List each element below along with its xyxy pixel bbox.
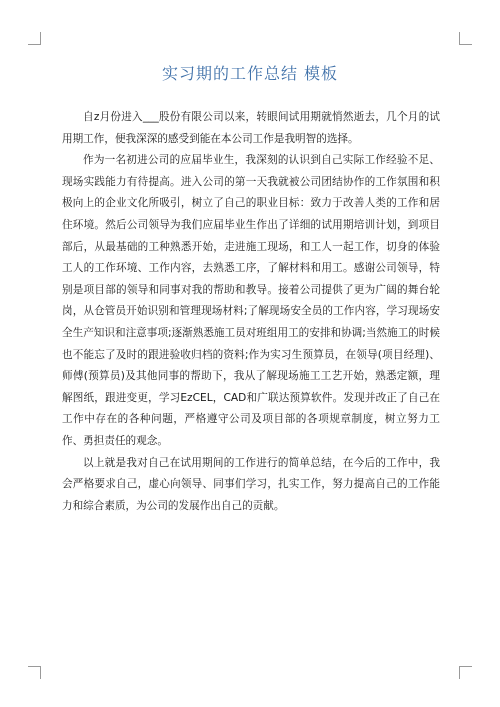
paragraph-conclusion: 以上就是我对自己在试用期间的工作进行的简单总结，在今后的工作中，我会严格要求自己，虚心向领导、同事们学习，扎实工作，努力提高自己的工作能力和综合素质，为公司的发展作出自己的贡献。: [62, 456, 440, 512]
crop-mark-bottom-left: [28, 666, 41, 679]
crop-mark-bottom-right: [459, 666, 472, 679]
document-body: [62, 107, 440, 517]
document-title: 实习期的工作总结 模板: [161, 64, 339, 83]
paragraph-intro: 自z月份进入___股份有限公司以来，转眼间试用期就悄然逝去，几个月的试用期工作，便我深深的感受到能在本公司工作是我明智的选择。: [62, 111, 440, 145]
crop-mark-top-right: [459, 32, 472, 45]
paragraph-main: 作为一名初进公司的应届毕业生，我深刻的认识到自己实际工作经验不足、现场实践能力有待提高。进入公司的第一天我就被公司团结协作的工作氛围和积极向上的企业文化所吸引，树立了自己的职业目标：致力于改善人类的工作和居住环境。然后公司领导为我们应届毕业生作出了详细的试用期培训计划，到项目部后，从最基础的工种熟悉开始，走进施工现场，和工人一起工作，切身的体验工人的工作环境、工作内容，去熟悉工序，了解材料和用工。感谢公司领导，特别是项目部的领导和同事对我的帮助和教导。接着公司提供了更为广阔的舞台轮岗，从仓管员开始识别和管理现场材料;了解现场安全员的工作内容，学习现场安全生产知识和注意事项;逐渐熟悉施工员对班组用工的安排和协调;当然施工的时候也不能忘了及时的跟进验收归档的资料;作为实习生预算员，在领导(项目经理)、师傅(预算员)及其他同事的帮助下，我从了解现场施工工艺开始，熟悉定额，理解图纸，跟进变更，学习EzCEL，CAD和广联达预算软件。发现并改正了自己在工作中存在的各种问题，严格遵守公司及项目部的各项规章制度，树立努力工作、勇担责任的观念。: [62, 154, 440, 447]
crop-mark-top-left: [28, 32, 41, 45]
